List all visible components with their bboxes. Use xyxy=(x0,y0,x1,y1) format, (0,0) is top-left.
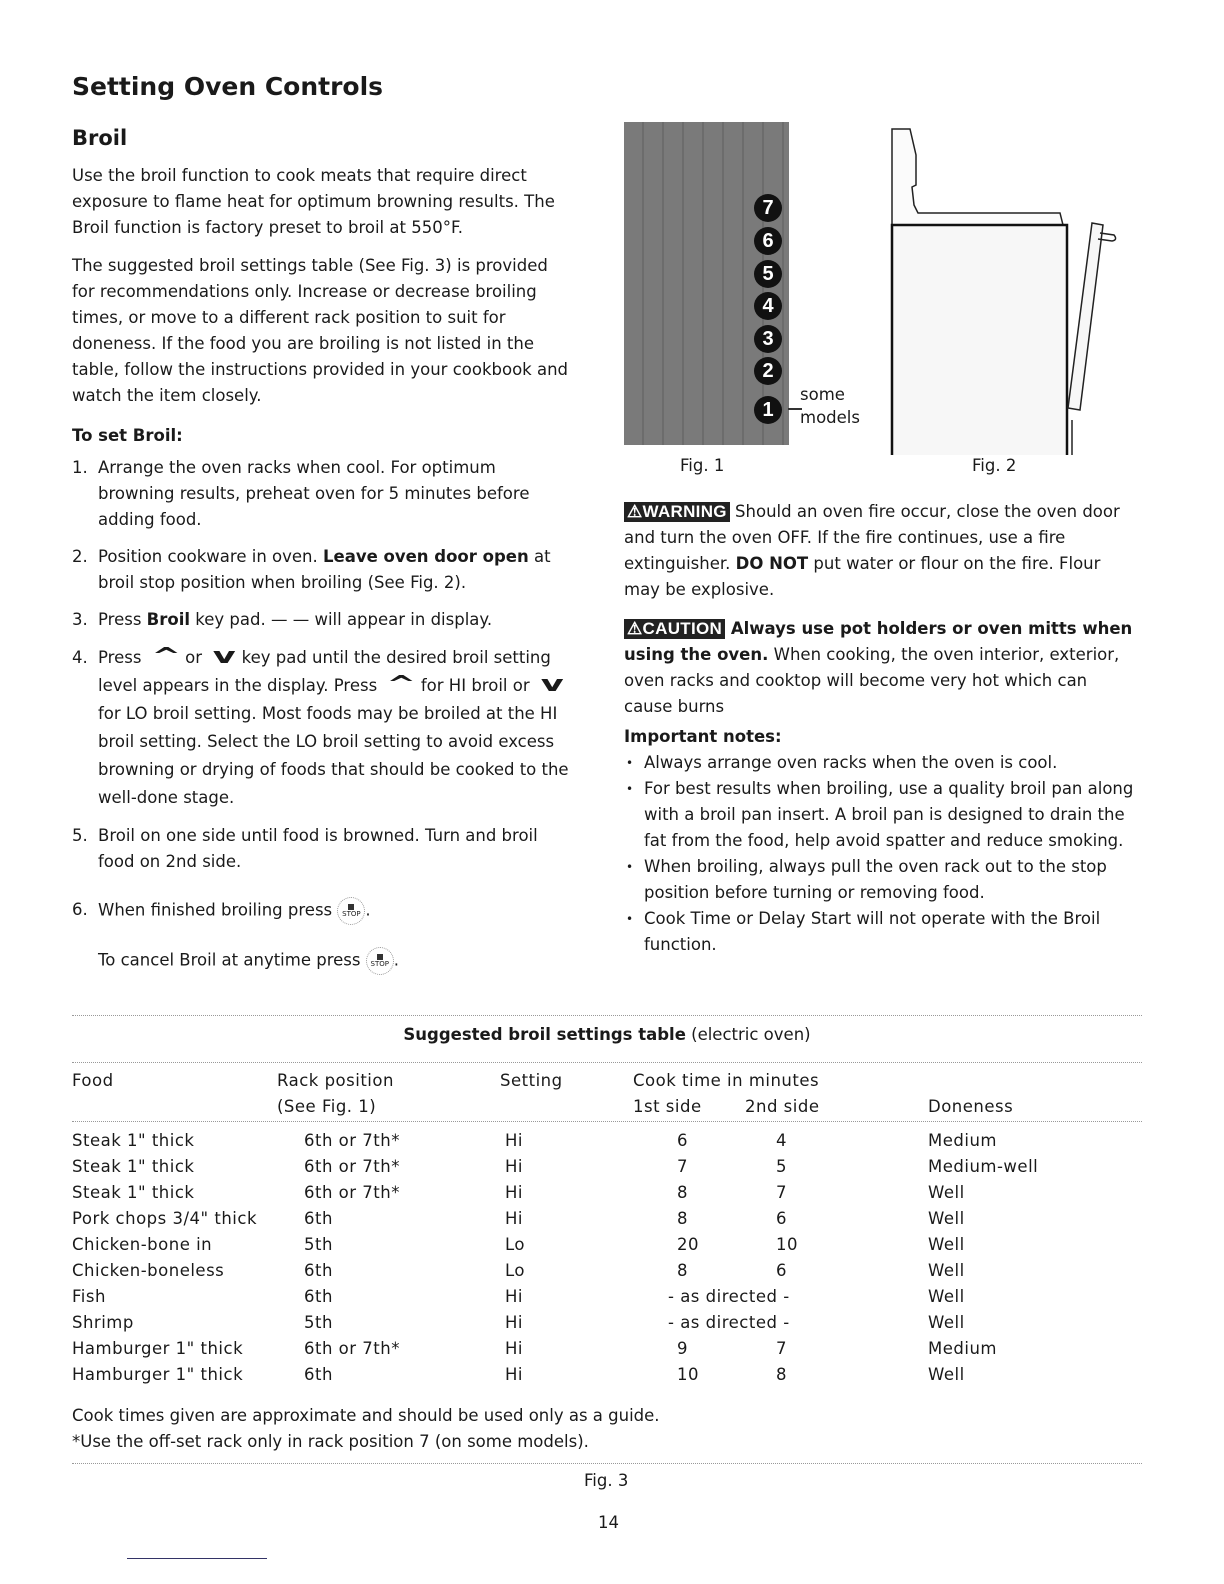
cell-food: Fish xyxy=(72,1287,106,1306)
cell-setting: Hi xyxy=(505,1157,523,1176)
note-item: • Cook Time or Delay Start will not operate with the Broil function. xyxy=(624,906,1140,958)
cell-doneness: Well xyxy=(928,1365,965,1384)
cell-second-side: 7 xyxy=(776,1183,787,1202)
cell-setting: Lo xyxy=(505,1261,525,1280)
cell-food: Steak 1" thick xyxy=(72,1183,195,1202)
oven-door-diagram xyxy=(880,125,1140,455)
step-text: Press xyxy=(98,610,147,629)
table-title xyxy=(72,1025,1142,1044)
cell-setting: Hi xyxy=(505,1365,523,1384)
step-6: 6. When finished broiling press STOP . xyxy=(72,897,572,925)
cell-food: Steak 1" thick xyxy=(72,1131,195,1150)
rack-5-marker: 5 xyxy=(754,260,782,288)
warning-text: Should an oven fire occur, close the oven door and turn the oven OFF. If the fire continues, use a fire extinguisher. xyxy=(624,502,1120,573)
cell-rack: 6th or 7th* xyxy=(304,1183,400,1202)
caution-text: When cooking, the oven interior, exterior, oven racks and cooktop will become very hot which can cause burns xyxy=(624,645,1120,716)
page-title: Setting Oven Controls xyxy=(72,72,384,101)
cell-second-side: 6 xyxy=(776,1261,787,1280)
cell-rack: 6th xyxy=(304,1365,333,1384)
cell-food: Chicken-bone in xyxy=(72,1235,213,1254)
caution-paragraph xyxy=(624,616,1140,720)
cell-setting: Hi xyxy=(505,1287,523,1306)
rack-2-marker: 2 xyxy=(754,357,782,385)
cell-second-side: 5 xyxy=(776,1157,787,1176)
cell-first-side: - as directed - xyxy=(668,1313,790,1332)
cell-food: Pork chops 3/4" thick xyxy=(72,1209,258,1228)
header-first-side: 1st side xyxy=(633,1097,702,1116)
step-2: 2. Position cookware in oven. Leave oven door open at broil stop position when broiling (See Fig. 2). xyxy=(72,547,551,592)
cell-second-side: 8 xyxy=(776,1365,787,1384)
step-3: 3. Press Broil key pad. — — will appear in display. xyxy=(72,610,493,629)
cell-setting: Hi xyxy=(505,1209,523,1228)
fig3-caption: Fig. 3 xyxy=(584,1471,629,1490)
header-second-side: 2nd side xyxy=(745,1097,820,1116)
cell-doneness: Well xyxy=(928,1209,965,1228)
warning-paragraph xyxy=(624,499,1140,603)
step-text: Position cookware in oven. xyxy=(98,547,323,566)
cell-second-side: 4 xyxy=(776,1131,787,1150)
cell-rack: 5th xyxy=(304,1235,333,1254)
table-title-bold: Suggested broil settings table xyxy=(403,1025,686,1044)
table-bottom-divider xyxy=(72,1463,1142,1464)
intro-paragraph: Use the broil function to cook meats that require direct exposure to flame heat for optimum browning results. The Broil function is factory preset to broil at 550°F. xyxy=(72,166,555,237)
cell-doneness: Medium-well xyxy=(928,1157,1039,1176)
down-arrow-icon: v xyxy=(540,672,564,697)
cell-first-side: 8 xyxy=(677,1261,688,1280)
stop-key-icon xyxy=(366,947,394,975)
cell-rack: 5th xyxy=(304,1313,333,1332)
cell-setting: Lo xyxy=(505,1235,525,1254)
cell-doneness: Well xyxy=(928,1183,965,1202)
header-food: Food xyxy=(72,1071,114,1090)
cell-food: Chicken-boneless xyxy=(72,1261,225,1280)
note-item: • When broiling, always pull the oven rack out to the stop position before turning or removing food. xyxy=(624,854,1140,906)
cell-doneness: Medium xyxy=(928,1339,997,1358)
important-notes-heading: Important notes: xyxy=(624,727,782,746)
cell-rack: 6th or 7th* xyxy=(304,1157,400,1176)
table-top-divider xyxy=(72,1015,1142,1016)
warning-emphasis: DO NOT xyxy=(735,554,809,573)
stop-key-icon xyxy=(337,897,365,925)
note-item: • Always arrange oven racks when the oven is cool. xyxy=(624,750,1140,776)
step-text: or xyxy=(185,648,203,667)
fig1-caption: Fig. 1 xyxy=(680,456,725,475)
header-cook-time: Cook time in minutes xyxy=(633,1071,820,1090)
step-text: for LO broil setting. Most foods may be broiled at the HI broil setting. Select the LO broil setting to avoid excess browning or drying of foods that should be cooked to the well-done stage. xyxy=(98,704,569,807)
warning-badge: ⚠WARNING xyxy=(624,502,730,522)
cell-doneness: Medium xyxy=(928,1131,997,1150)
cell-first-side: 9 xyxy=(677,1339,688,1358)
steps-heading: To set Broil: xyxy=(72,426,183,445)
footnote-approx: Cook times given are approximate and should be used only as a guide. xyxy=(72,1406,660,1425)
footnote-offset-rack: *Use the off-set rack only in rack position 7 (on some models). xyxy=(72,1432,589,1451)
cell-food: Hamburger 1" thick xyxy=(72,1365,244,1384)
rack-7-marker: 7 xyxy=(754,194,782,222)
cell-rack: 6th xyxy=(304,1261,333,1280)
header-rack-sub: (See Fig. 1) xyxy=(277,1097,377,1116)
recommendation-paragraph: The suggested broil settings table (See Fig. 3) is provided for recommendations only. Increase or decrease broiling times, or move to a different rack position to suit for doneness. If the food you are broiling is not listed in the table, follow the instructions provided in your cookbook and watch the item closely. xyxy=(72,256,569,405)
cancel-note: To cancel Broil at anytime press STOP . xyxy=(72,947,572,975)
cell-rack: 6th xyxy=(304,1209,333,1228)
cell-rack: 6th or 7th* xyxy=(304,1339,400,1358)
cell-doneness: Well xyxy=(928,1235,965,1254)
stop-key-label: STOP xyxy=(370,960,389,968)
cell-rack: 6th xyxy=(304,1287,333,1306)
rack-6-marker: 6 xyxy=(754,227,782,255)
fig2-caption: Fig. 2 xyxy=(972,456,1017,475)
table-title-rest: (electric oven) xyxy=(685,1025,811,1044)
cell-first-side: 7 xyxy=(677,1157,688,1176)
oven-rack-photo xyxy=(624,122,789,445)
step-emphasis: Leave oven door open xyxy=(322,547,529,566)
cell-doneness: Well xyxy=(928,1313,965,1332)
header-doneness: Doneness xyxy=(928,1097,1014,1116)
table-title-divider xyxy=(72,1062,1142,1063)
section-heading: Broil xyxy=(72,126,128,150)
cell-rack: 6th or 7th* xyxy=(304,1131,400,1150)
cell-second-side: 6 xyxy=(776,1209,787,1228)
note-item: • For best results when broiling, use a quality broil pan along with a broil pan insert. A broil pan is designed to drain the fat from the food, help avoid spatter and reduce smoking. xyxy=(624,776,1140,854)
step-emphasis: Broil xyxy=(146,610,191,629)
step-text: Broil on one side until food is browned. Turn and broil food on 2nd side. xyxy=(98,826,538,871)
step-text: key pad until the desired broil setting level appears in the display. Press xyxy=(98,648,551,695)
cell-first-side: 6 xyxy=(677,1131,688,1150)
rack-1-marker: 1 xyxy=(754,396,782,424)
down-arrow-icon: v xyxy=(212,644,236,669)
some-models-note xyxy=(800,383,860,429)
cell-first-side: 8 xyxy=(677,1209,688,1228)
step-text: at broil stop position when broiling (See Fig. 2). xyxy=(98,547,551,592)
up-arrow-icon: ^ xyxy=(151,644,181,669)
cell-setting: Hi xyxy=(505,1131,523,1150)
cell-doneness: Well xyxy=(928,1261,965,1280)
rack-3-marker: 3 xyxy=(754,325,782,353)
footer-line xyxy=(127,1558,267,1559)
step-text: Arrange the oven racks when cool. For optimum browning results, preheat oven for 5 minutes before adding food. xyxy=(98,458,530,529)
note-line: models xyxy=(800,408,860,427)
up-arrow-icon: ^ xyxy=(386,672,417,697)
caution-emphasis: Always use pot holders or oven mitts when using the oven. xyxy=(624,619,1133,664)
cell-food: Hamburger 1" thick xyxy=(72,1339,244,1358)
important-notes-list xyxy=(624,750,1140,958)
cell-first-side: 20 xyxy=(677,1235,699,1254)
step-5: 5. Broil on one side until food is browned. Turn and broil food on 2nd side. xyxy=(72,826,538,871)
cell-food: Shrimp xyxy=(72,1313,134,1332)
warning-text: put water or flour on the fire. Flour may be explosive. xyxy=(624,554,1101,599)
step-text: To cancel Broil at anytime press xyxy=(98,950,361,970)
cell-first-side: 8 xyxy=(677,1183,688,1202)
cell-second-side: 7 xyxy=(776,1339,787,1358)
cell-setting: Hi xyxy=(505,1313,523,1332)
cell-doneness: Well xyxy=(928,1287,965,1306)
note-line: some xyxy=(800,385,845,404)
cell-setting: Hi xyxy=(505,1339,523,1358)
header-rack: Rack position xyxy=(277,1071,394,1090)
caution-badge: ⚠CAUTION xyxy=(624,619,725,639)
cell-first-side: - as directed - xyxy=(668,1287,790,1306)
cell-second-side: 10 xyxy=(776,1235,798,1254)
step-text: When finished broiling press xyxy=(98,900,333,920)
broil-steps xyxy=(72,455,572,986)
page-number: 14 xyxy=(598,1513,619,1532)
cell-first-side: 10 xyxy=(677,1365,699,1384)
step-4: 4. Press ^ or v key pad until the desired broil setting level appears in the display. Press ^ for HI broil or vfor LO broil setting. Most foods may be broiled at the HI broil setting. Select the LO broil setting to avoid excess browning or drying of foods that should be cooked to the well-done stage. xyxy=(72,644,569,807)
step-text: for HI broil or xyxy=(420,676,530,695)
header-setting: Setting xyxy=(500,1071,563,1090)
step-text: key pad. — — will appear in display. xyxy=(190,610,493,629)
cell-food: Steak 1" thick xyxy=(72,1157,195,1176)
cell-setting: Hi xyxy=(505,1183,523,1202)
stop-key-label: STOP xyxy=(342,910,361,918)
rack-4-marker: 4 xyxy=(754,292,782,320)
header-divider xyxy=(72,1121,1142,1122)
step-text: Press xyxy=(98,648,142,667)
step-1: 1. Arrange the oven racks when cool. For optimum browning results, preheat oven for 5 minutes before adding food. xyxy=(72,458,530,529)
